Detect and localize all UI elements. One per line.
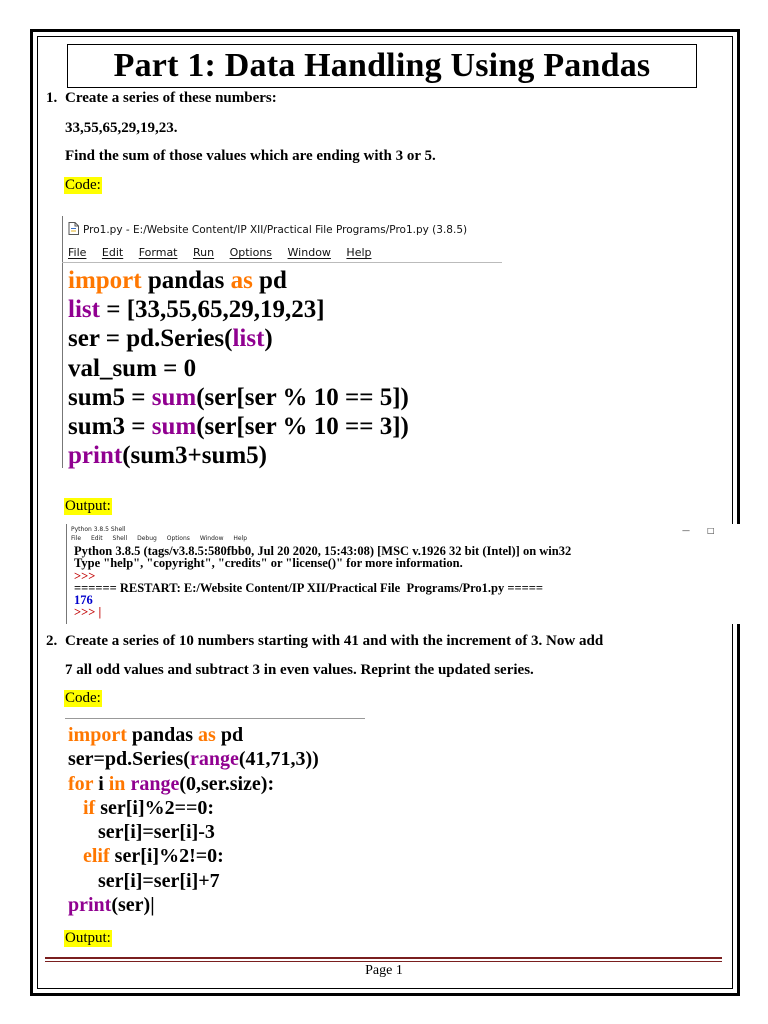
code-line: for i in range(0,ser.size): — [68, 772, 275, 795]
code-line: sum3 = sum(ser[ser % 10 == 3]) — [68, 413, 409, 441]
python-shell-screenshot — [66, 524, 740, 624]
q1-code-block — [68, 266, 409, 470]
menu-edit[interactable]: Edit — [101, 246, 124, 259]
code-line: import pandas as pd — [68, 724, 244, 746]
shell-window-title: Python 3.8.5 Shell — [71, 526, 126, 533]
q1-number: 1. — [46, 90, 58, 106]
code-line: if ser[i]%2==0: — [83, 796, 215, 819]
code-line: print(sum3+sum5) — [68, 442, 267, 470]
shell-menu-help[interactable]: Help — [233, 535, 248, 542]
q1-prompt: Create a series of these numbers: — [65, 90, 277, 106]
code-line: ser[i]=ser[i]-3 — [68, 821, 215, 844]
q1-numbers: 33,55,65,29,19,23. — [65, 120, 178, 136]
page-number: Page 1 — [365, 963, 403, 978]
shell-result: 176 — [74, 593, 93, 608]
code-line: elif ser[i]%2!=0: — [83, 845, 224, 868]
footer-rule — [45, 961, 722, 962]
code-line: ser[i]=ser[i]+7 — [68, 869, 220, 892]
q1-output-label: Output: — [65, 498, 111, 514]
code-line: import pandas as pd — [68, 267, 287, 294]
shell-menu-debug[interactable]: Debug — [137, 535, 157, 542]
page-title-box — [67, 44, 697, 88]
page-title: Part 1: Data Handling Using Pandas — [113, 47, 651, 84]
code-line: sum5 = sum(ser[ser % 10 == 5]) — [68, 383, 409, 411]
q2-code-label: Code: — [65, 690, 101, 706]
idle-editor-screenshot — [62, 216, 502, 468]
menu-run[interactable]: Run — [193, 246, 215, 259]
minimize-icon[interactable]: — — [682, 526, 690, 535]
maximize-icon[interactable]: □ — [707, 526, 715, 535]
q2-number: 2. — [46, 633, 58, 649]
menu-window[interactable]: Window — [287, 246, 331, 259]
code-line: ser = pd.Series(list) — [68, 325, 273, 353]
shell-menu-file[interactable]: File — [71, 535, 82, 542]
editor-menubar — [68, 246, 384, 259]
shell-menu-options[interactable]: Options — [166, 535, 190, 542]
q2-output-label: Output: — [65, 930, 111, 946]
q1-task: Find the sum of those values which are ending with 3 or 5. — [65, 148, 436, 164]
q2-line2: 7 all odd values and subtract 3 in even values. Reprint the updated series. — [65, 662, 534, 678]
q2-code-block — [68, 723, 319, 917]
menu-help[interactable]: Help — [346, 246, 372, 259]
code-line: ser=pd.Series(range(41,71,3)) — [68, 748, 319, 771]
shell-menu-window[interactable]: Window — [199, 535, 224, 542]
footer-rule — [45, 957, 722, 959]
code-line: val_sum = 0 — [68, 354, 197, 382]
editor-window-title: Pro1.py - E:/Website Content/IP XII/Practical File Programs/Pro1.py (3.8.5) — [68, 222, 467, 236]
menu-options[interactable]: Options — [229, 246, 273, 259]
code-line: print(ser)| — [68, 894, 155, 917]
shell-menu-edit[interactable]: Edit — [90, 535, 103, 542]
menu-format[interactable]: Format — [138, 246, 178, 259]
shell-menu-shell[interactable]: Shell — [112, 535, 128, 542]
python-file-icon — [68, 222, 79, 235]
menu-file[interactable]: File — [68, 246, 87, 259]
shell-output-text: Python 3.8.5 (tags/v3.8.5:580fbb0, Jul 20 2020, 15:43:08) [MSC v.1926 32 bit (Intel)] on win32 Type "help", "copyright", "credits" or "license()" for more information. >>> ====== RESTART: E:/Website Content/IP XII/Practical File Programs/Pro1.py ===== 176 >>> | — [74, 544, 572, 620]
shell-menubar — [71, 535, 255, 542]
q2-line1: Create a series of 10 numbers starting with 41 and with the increment of 3. Now add — [65, 633, 604, 649]
q1-code-label: Code: — [65, 177, 101, 193]
code-line: list = [33,55,65,29,19,23] — [68, 296, 325, 324]
